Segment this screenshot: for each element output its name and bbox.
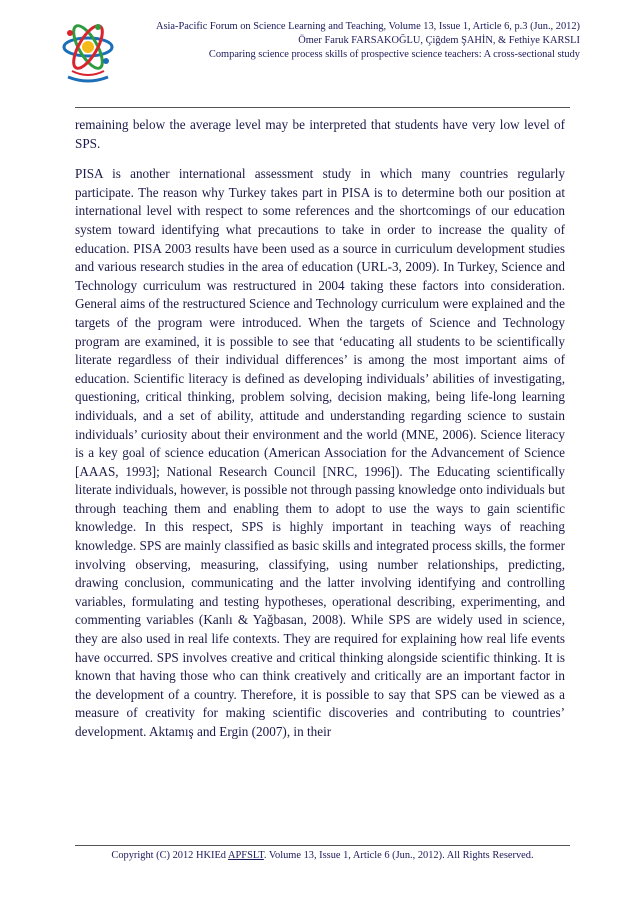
copyright-text: Copyright (C) 2012 HKIEd	[111, 850, 229, 861]
journal-title: Asia-Pacific Forum on Science Learning and Teaching, Volume 13, Issue 1, Article 6, p.3 (Jun., 2012)	[155, 21, 580, 32]
article-body	[75, 116, 565, 754]
page-header	[60, 15, 580, 95]
paragraph-1: remaining below the average level may be interpreted that students have very low level of SPS.	[75, 117, 565, 151]
authors: Ömer Faruk FARSAKOĞLU, Çiğdem ŞAHİN, & Fethiye KARSLI	[298, 35, 580, 46]
apfslt-link[interactable]: APFSLT	[228, 850, 264, 861]
page-footer	[75, 850, 570, 861]
article-title: Comparing science process skills of prospective science teachers: A cross-sectional study	[208, 49, 580, 60]
paragraph-2: PISA is another international assessment study in which many countries regularly participate. The reason why Turkey takes part in PISA is to determine both our position at international level with respect to some references and the shortcomings of our education system toward identifying what precautions to take in order to increase the quality of education. PISA 2003 results have been used as a source in curriculum development studies and various research studies in the area of education (URL-3, 2009). In Turkey, Science and Technology curriculum was restructured in 2004 taking these factors into consideration. General aims of the restructured Science and Technology curriculum were explained and the targets of the program were introduced. When the targets of Science and Technology program are examined, it is possible to see that ‘educating all students to be scientifically literate regardless of their individual differences’ is among the most important aims of education. Scientific literacy is defined as developing individuals’ abilities of investigating, questioning, critical thinking, problem solving, decision making, being life-long learning individuals, and a set of ability, attitude and understanding regarding science to sustain individuals’ curiosity about their environment and the world (MNE, 2006). Science literacy is a key goal of science education (American Association for the Advancement of Science [AAAS, 1993]; National Research Council [NRC, 1996]). The Educating scientifically literate individuals, however, is possible not through passing knowledge onto individuals but through teaching them and enabling them to adopt to use the ways to gain scientific knowledge. In this respect, SPS is highly important in teaching ways of reaching knowledge. SPS are mainly classified as basic skills and integrated process skills, the former involving observing, measuring, classifying, using number relationships, predicting, drawing conclusion, communicating and the latter involving identifying and controlling variables, formulating and testing hypotheses, operational describing, experimenting, and commenting variables (Kanlı & Yağbasan, 2008). While SPS are widely used in science, they are also used in real life contexts. They are required for explaining how real life events have occurred. SPS involves creative and critical thinking alongside scientific thinking. It is known that having those who can think creatively and critically are an important factor in the development of a country. Therefore, it is possible to say that SPS can be viewed as a measure of creativity for making scientific discoveries and contributing to countries’ development. Aktamış and Ergin (2007), in their	[75, 166, 565, 739]
header-rule	[75, 107, 570, 108]
footer-rule	[75, 845, 570, 846]
copyright-rest: . Volume 13, Issue 1, Article 6 (Jun., 2012). All Rights Reserved.	[263, 850, 534, 861]
